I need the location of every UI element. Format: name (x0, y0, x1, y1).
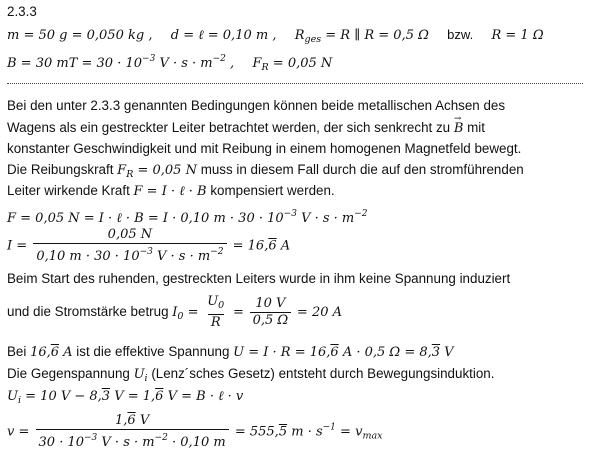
bzw-label: bzw. (447, 27, 474, 42)
paragraph-line: Die Gegenspannung $U_i$ (Lenz´sches Gesetz) entsteht durch Bewegungsinduktion. (7, 366, 495, 384)
equation-current: I = $\frac{0,05 N}{0,10 m \cdot 30 \cdot 10^{-3} V \cdot s \cdot m^{-2}}$ = 16,6 A (7, 227, 291, 264)
equation-velocity: v = $\frac{1,6 V}{30 \cdot 10^{-3} V \cdot s \cdot m^{-2} \cdot 0,10 m}$ = 555,5 $m \cdot s^{-1} = v_{max}$ (7, 413, 383, 450)
equation-force: F = 0,05 N = I · ℓ · B = I · 0,10 $m \cdot 30 \cdot 10^{-3}$ $V \cdot s \cdot m^{-2}$ (7, 209, 368, 226)
given-line-2 (7, 51, 332, 76)
given-line-1 (7, 27, 544, 48)
section-number: 2.3.3 (7, 4, 37, 19)
paragraph-line: Bei den unter 2.3.3 genannten Bedingungen können beide metallischen Achsen des (7, 98, 506, 113)
given-resistance: R = 1 Ω (491, 28, 544, 43)
paragraph-line: Leiter wirkende Kraft F = I · ℓ · B kompensiert werden. (7, 183, 335, 199)
equation-voltage: $U_i = 10$ V − 8,3 V = 1,6 V = B · ℓ · v (7, 389, 244, 406)
paragraph-line: konstanter Geschwindigkeit und mit Reibung in einem homogenen Magnetfeld bewegt. (7, 141, 522, 156)
given-rges: $R_{ges} = R$ ∥ R = 0,5 Ω (294, 28, 429, 45)
paragraph-line: Bei 16,6 A ist die effektive Spannung U = I · R = 16,6 A · 0,5 Ω = 8,3 V (7, 344, 454, 360)
given-friction: $F_R = 0,05$ N (252, 56, 333, 73)
paragraph-line: Wagens als ein gestreckter Leiter betrachtet werden, der sich senkrecht zu → B mit (7, 120, 485, 137)
given-field: B = 30 mT = $30 \cdot 10^{-3}$ $V \cdot s \cdot m^{-2}$ , (7, 54, 235, 71)
equation-start-current: und die Stromstärke betrug $I_0$ = $\frac{U_0}{R}$ = $\frac{10 V}{0,5 \Omega}$ = 20 A (7, 294, 343, 330)
given-mass: m = 50 g = 0,050 kg , (7, 28, 153, 43)
dotted-divider (7, 83, 583, 84)
given-length: d = ℓ = 0,10 m , (170, 28, 277, 43)
paragraph-line: Die Reibungskraft $F_R = 0,05$ N muss in diesem Fall durch die auf den stromführenden (7, 162, 524, 180)
paragraph-line: Beim Start des ruhenden, gestreckten Leiters wurde in ihm keine Spannung induziert (7, 271, 511, 286)
